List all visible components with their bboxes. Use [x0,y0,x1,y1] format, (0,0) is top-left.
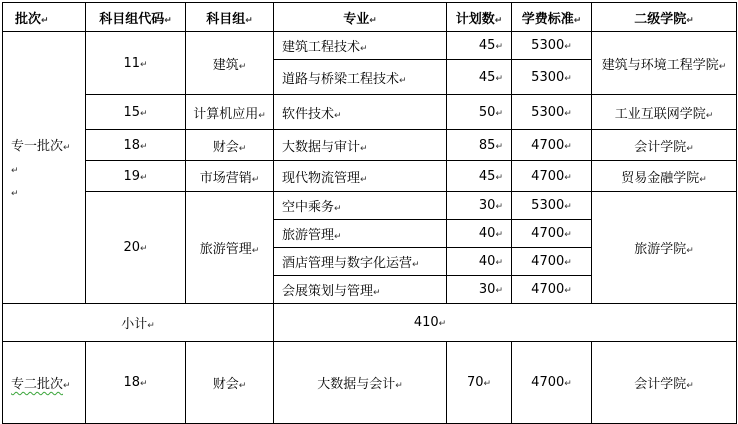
group-code: 18↵ [86,130,186,161]
major-name: 道路与桥梁工程技术↵ [274,60,447,95]
table-row [3,161,737,192]
plan-count: 85↵ [447,130,512,161]
subject-group: 财会↵ [186,130,274,161]
table-row [3,192,737,220]
batch2-cell: 专二批次↵ [3,342,86,424]
enrollment-plan-table [2,2,737,424]
tuition-fee: 4700↵ [512,161,592,192]
header-row [3,3,737,32]
subtotal-value: 410↵ [274,304,737,342]
tuition-fee: 5300↵ [512,95,592,130]
college: 贸易金融学院↵ [592,161,737,192]
college: 会计学院↵ [592,130,737,161]
header-major: 专业↵ [274,3,447,32]
major-name: 大数据与审计↵ [274,130,447,161]
batch2-row [3,342,737,424]
header-fee: 学费标准↵ [512,3,592,32]
college: 旅游学院↵ [592,192,737,304]
header-group-code: 科目组代码↵ [86,3,186,32]
tuition-fee: 5300↵ [512,60,592,95]
tuition-fee: 4700↵ [512,220,592,248]
group-code: 15↵ [86,95,186,130]
major-name: 建筑工程技术↵ [274,32,447,60]
subject-group: 旅游管理↵ [186,192,274,304]
group-code: 11↵ [86,32,186,95]
major-name: 会展策划与管理↵ [274,276,447,304]
plan-count: 70↵ [447,342,512,424]
header-college: 二级学院↵ [592,3,737,32]
tuition-fee: 4700↵ [512,130,592,161]
subtotal-row [3,304,737,342]
tuition-fee: 5300↵ [512,192,592,220]
header-subject-group: 科目组↵ [186,3,274,32]
plan-count: 45↵ [447,60,512,95]
tuition-fee: 4700↵ [512,248,592,276]
plan-count: 30↵ [447,192,512,220]
subject-group: 财会↵ [186,342,274,424]
major-name: 空中乘务↵ [274,192,447,220]
plan-count: 45↵ [447,161,512,192]
table-row [3,130,737,161]
major-name: 软件技术↵ [274,95,447,130]
table-row [3,95,737,130]
major-name: 大数据与会计↵ [274,342,447,424]
header-batch: 批次↵ [3,3,86,32]
major-name: 旅游管理↵ [274,220,447,248]
header-plan: 计划数↵ [447,3,512,32]
subject-group: 建筑↵ [186,32,274,95]
plan-count: 50↵ [447,95,512,130]
major-name: 现代物流管理↵ [274,161,447,192]
plan-count: 40↵ [447,248,512,276]
group-code: 20↵ [86,192,186,304]
tuition-fee: 5300↵ [512,32,592,60]
table-row [3,32,737,60]
subject-group: 计算机应用↵ [186,95,274,130]
batch1-cell: 专一批次↵ ↵ ↵ [3,32,86,304]
group-code: 19↵ [86,161,186,192]
college: 建筑与环境工程学院↵ [592,32,737,95]
group-code: 18↵ [86,342,186,424]
college: 工业互联网学院↵ [592,95,737,130]
tuition-fee: 4700↵ [512,342,592,424]
tuition-fee: 4700↵ [512,276,592,304]
college: 会计学院↵ [592,342,737,424]
major-name: 酒店管理与数字化运营↵ [274,248,447,276]
plan-count: 30↵ [447,276,512,304]
plan-count: 40↵ [447,220,512,248]
subtotal-label: 小计↵ [3,304,274,342]
plan-count: 45↵ [447,32,512,60]
subject-group: 市场营销↵ [186,161,274,192]
